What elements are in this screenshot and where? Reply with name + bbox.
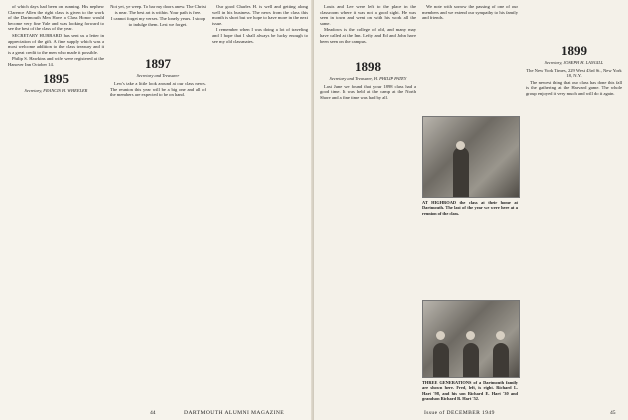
class-year-1898: 1898 — [355, 59, 381, 75]
class-year-1897: 1897 — [145, 56, 171, 72]
class-year-1899: 1899 — [561, 43, 587, 58]
col5-body-2: We note with sorrow the passing of one of our members and we extend our sympathy to his family and friends. — [422, 4, 518, 21]
right-column-1 — [320, 4, 416, 102]
class-1899-secretary: Secretary, JOSEPH H. LANGILL — [544, 60, 604, 65]
class-1895-secretary: Secretary, FRANCIS H. WHEELER — [24, 87, 88, 93]
left-page-number: 44 — [150, 410, 156, 416]
col4-body-2: Meadows is the college of old, and many may have called at the Inn. Lefty and Ed and John have been seen on the campus. — [320, 27, 416, 44]
photo-caption-1: AT HIGHROAD the class at their home at Dartmouth. The last of the year we were here at a reunion of the class. — [422, 200, 518, 216]
col3-body: Our good Charles H. is well and getting along well in his business. The news from the class this month is short but we hope to have more in the next issue. — [212, 4, 308, 26]
col2-poem-2: I cannot forget my verses. The lonely years. I stoop to indulge them. Lest we forget. — [110, 16, 206, 27]
col1-top-text: of which days had been on running. His nephew Clarence Allen the right class is given to the work of the Dartmouth Men Have a Class Honor would become very fine Yale and was looking forward to see the best of the class of the year. — [8, 4, 104, 32]
photo-person-3-head — [496, 331, 505, 340]
col2-poem: Not yet, ye weep. To bar my doors anew. The Christ is near. The best art is within. Your path is free. — [110, 4, 206, 15]
left-column-1 — [8, 4, 104, 95]
right-column-3 — [526, 4, 622, 98]
left-column-2 — [110, 4, 206, 99]
col6-body: The newest thing that our class has done this fall is the gathering at the Harvard game. The whole group enjoyed it very much and will do it again. — [526, 79, 622, 96]
col3-body-2: I remember when I was doing a lot of traveling and I hope that I shall always be lucky enough to see my old classmates. — [212, 27, 308, 44]
right-page-footer: Issue of DECEMBER 1949 — [424, 410, 495, 416]
photo-person-3 — [493, 343, 509, 377]
photo-person-2 — [463, 343, 479, 377]
photo-person-1-head — [436, 331, 445, 340]
photo-person-2-head — [466, 331, 475, 340]
class-1897-secretary: Secretary and Treasurer — [136, 73, 180, 79]
left-page-footer: DARTMOUTH ALUMNI MAGAZINE — [184, 410, 285, 416]
col1-low-text: Philip S. Hawkins and wife were registered at the Hanover Inn October 14. — [8, 56, 104, 67]
photo-caption-2: THREE GENERATIONS of a Dartmouth family are shown here. Fred, left, is right. Richard L. Hart '98, and his son Richard E. Hart '30 and grandson Richard B. Hart '52. — [422, 380, 518, 402]
col5-body: Last June we found that your 1898 class had a good time. It was held at the camp at the North Shore and a fine time was had by all. — [320, 83, 416, 100]
class-1898-secretary: Secretary and Treasurer, H. PHILIP PATEY — [329, 76, 407, 82]
reunion-photo — [422, 116, 520, 198]
family-photo — [422, 300, 520, 378]
col2-body: Lew's take a little look around at our class news. The reunion this year will be a big one and all of the members are expected to be on hand. — [110, 80, 206, 98]
col4-body: Louis and Lee were left to the place in the classroom where it was not a good sight. He was seen in town and went on with his work all the same. — [320, 4, 416, 26]
col6-address: The New York Times, 229 West 43rd St., New York 18, N.Y. — [526, 67, 622, 79]
class-year-1895: 1895 — [43, 70, 69, 86]
photo-figure-head — [456, 141, 465, 150]
photo-person-1 — [433, 343, 449, 377]
right-page-number: 45 — [610, 410, 616, 416]
right-column-2 — [422, 4, 518, 108]
photo-figure — [453, 147, 469, 197]
col1-mid-text: SECRETARY HUBBARD has sent us a letter in appreciation of the gift. A fine supply which was a most welcome addition to the class treasury and it is a great credit to the men who made it possible. — [8, 32, 104, 55]
right-page — [314, 0, 628, 420]
left-column-3 — [212, 4, 308, 45]
